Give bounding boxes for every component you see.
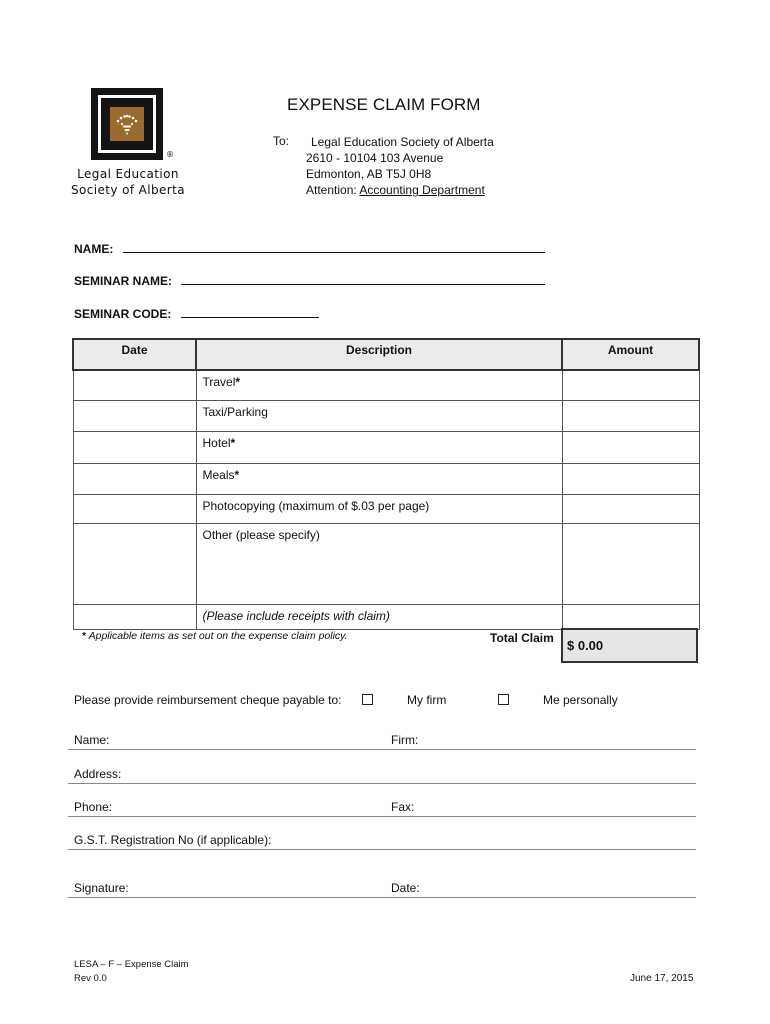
policy-note xyxy=(82,630,348,642)
address-line: Edmonton, AB T5J 0H8 xyxy=(306,167,432,181)
description-text: Other (please specify) xyxy=(202,527,320,542)
column-header-amount: Amount xyxy=(562,339,699,370)
logo-crown-icon xyxy=(110,107,144,141)
name-label: Name: xyxy=(74,733,110,747)
total-claim-value[interactable]: $ 0.00 xyxy=(561,628,698,663)
policy-note-text: Applicable items as set out on the expense claim policy. xyxy=(88,630,348,642)
receipts-note: (Please include receipts with claim) xyxy=(202,608,390,623)
description-cell xyxy=(196,370,562,400)
attention-value: Accounting Department xyxy=(359,183,485,197)
fax-label: Fax: xyxy=(391,800,415,814)
expense-table xyxy=(72,338,700,630)
phone-fax-line[interactable] xyxy=(68,816,696,817)
attention-line xyxy=(306,182,494,198)
amount-cell[interactable] xyxy=(562,604,699,629)
table-row xyxy=(73,431,699,463)
date-cell[interactable] xyxy=(73,494,196,523)
logo-emblem xyxy=(110,107,144,141)
amount-cell[interactable] xyxy=(562,463,699,494)
description-text: Hotel xyxy=(202,435,231,450)
seminar-name-field[interactable] xyxy=(181,274,545,285)
address-line: 2610 - 10104 103 Avenue xyxy=(306,151,444,165)
form-id: LESA – F – Expense Claim xyxy=(74,959,189,970)
date-cell[interactable] xyxy=(73,523,196,604)
form-revision: Rev 0.0 xyxy=(74,973,107,984)
description-text: Taxi/Parking xyxy=(202,404,268,419)
address-line: Legal Education Society of Alberta xyxy=(311,135,494,149)
policy-star: * xyxy=(230,435,236,450)
name-firm-line[interactable] xyxy=(68,749,696,750)
me-personally-checkbox[interactable] xyxy=(498,694,509,705)
registered-mark: ® xyxy=(166,150,174,159)
organization-name xyxy=(66,166,190,198)
name-field-row xyxy=(74,242,545,256)
seminar-code-label: SEMINAR CODE: xyxy=(74,307,172,321)
gst-label: G.S.T. Registration No (if applicable): xyxy=(74,833,272,847)
to-label: To: xyxy=(273,134,290,148)
date-label: Date: xyxy=(391,881,420,895)
amount-cell[interactable] xyxy=(562,370,699,400)
signature-label: Signature: xyxy=(74,881,129,895)
amount-cell[interactable] xyxy=(562,431,699,463)
description-cell xyxy=(196,400,562,431)
address-label: Address: xyxy=(74,767,122,781)
date-cell[interactable] xyxy=(73,400,196,431)
signature-date-line[interactable] xyxy=(68,897,696,898)
me-personally-label: Me personally xyxy=(543,693,618,707)
description-text: Travel xyxy=(202,375,236,389)
footer-form-info xyxy=(74,958,189,986)
seminar-name-label: SEMINAR NAME: xyxy=(74,274,172,288)
column-header-description: Description xyxy=(196,339,562,370)
attention-label: Attention: xyxy=(306,183,357,197)
seminar-code-field[interactable] xyxy=(181,307,319,318)
logo-frame xyxy=(98,95,156,153)
description-text: Meals xyxy=(202,467,235,482)
org-name-line1: Legal Education xyxy=(77,167,179,181)
table-row xyxy=(73,463,699,494)
organization-logo xyxy=(91,88,163,160)
date-cell[interactable] xyxy=(73,370,196,400)
table-row xyxy=(73,494,699,523)
address-line[interactable] xyxy=(68,783,696,784)
my-firm-checkbox[interactable] xyxy=(362,694,373,705)
name-field[interactable] xyxy=(123,242,545,253)
policy-star: * xyxy=(82,630,87,642)
policy-star: * xyxy=(234,467,240,482)
recipient-address xyxy=(306,134,494,198)
amount-cell[interactable] xyxy=(562,523,699,604)
description-cell xyxy=(196,494,562,523)
column-header-date: Date xyxy=(73,339,196,370)
footer-date: June 17, 2015 xyxy=(630,973,694,984)
name-label: NAME: xyxy=(74,242,114,256)
form-title: EXPENSE CLAIM FORM xyxy=(287,95,481,114)
policy-star: * xyxy=(235,375,241,389)
amount-cell[interactable] xyxy=(562,494,699,523)
phone-label: Phone: xyxy=(74,800,113,814)
gst-line[interactable] xyxy=(68,849,696,850)
description-cell xyxy=(196,463,562,494)
description-cell xyxy=(196,431,562,463)
reimbursement-prompt: Please provide reimbursement cheque payable to: xyxy=(74,693,342,707)
seminar-name-field-row xyxy=(74,274,545,288)
org-name-line2: Society of Alberta xyxy=(70,183,185,197)
date-cell[interactable] xyxy=(73,431,196,463)
table-row xyxy=(73,523,699,604)
description-cell xyxy=(196,604,562,629)
amount-cell[interactable] xyxy=(562,400,699,431)
date-cell[interactable] xyxy=(73,604,196,629)
my-firm-label: My firm xyxy=(407,693,447,707)
table-row xyxy=(73,370,699,400)
table-row xyxy=(73,604,699,629)
date-cell[interactable] xyxy=(73,463,196,494)
firm-label: Firm: xyxy=(391,733,419,747)
table-header-row xyxy=(73,339,699,370)
description-text: Photocopying (maximum of $.03 per page) xyxy=(202,498,430,513)
description-cell xyxy=(196,523,562,604)
table-row xyxy=(73,400,699,431)
total-claim-label: Total Claim xyxy=(490,631,554,645)
seminar-code-field-row xyxy=(74,307,319,321)
